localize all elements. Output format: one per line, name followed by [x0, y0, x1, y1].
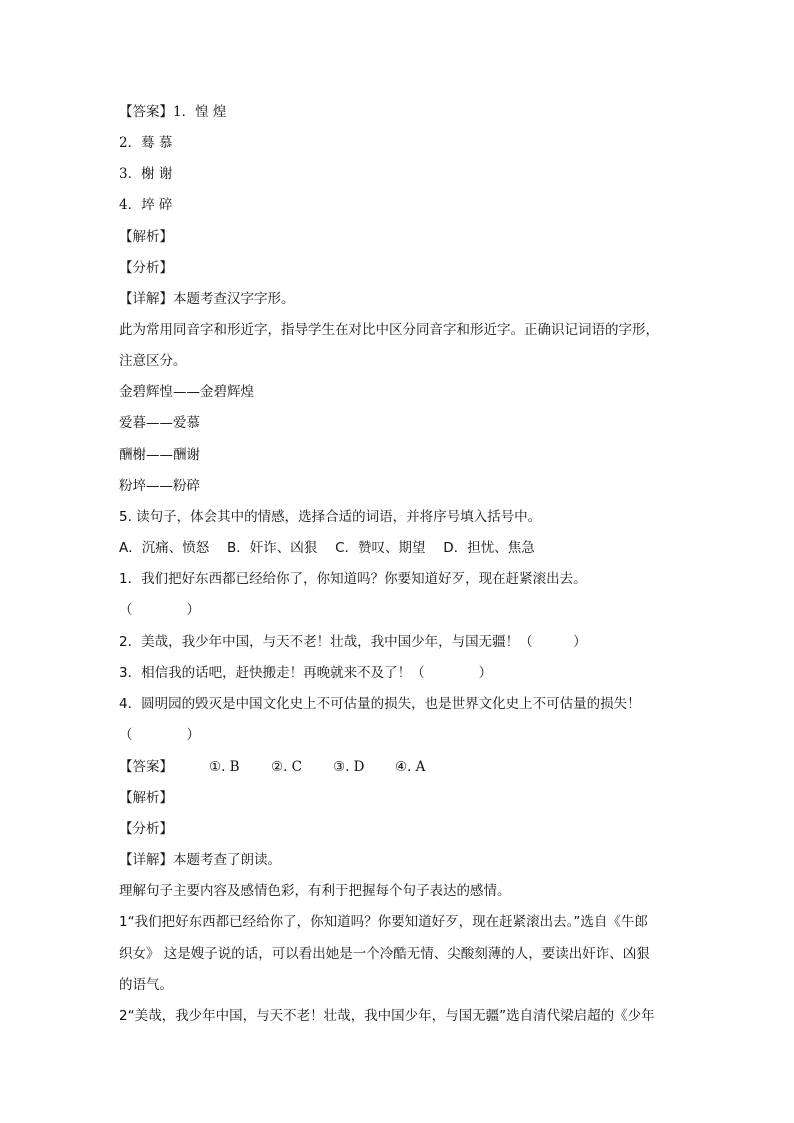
jiexi-heading: 【解析】 — [119, 790, 173, 806]
sentence-4: 4．圆明园的毁灭是中国文化史上不可估量的损失，也是世界文化史上不可估量的损失！ — [119, 696, 641, 712]
explanation-paragraph-line-1: 此为常用同音字和形近字，指导学生在对比中区分同音字和形近字。正确识记词语的字形， — [119, 322, 659, 338]
answer-item-4: 4．埣 碎 — [119, 197, 173, 213]
explanation-paragraph-3-line-1: 2“美哉，我少年中国，与天不老！壮哉，我中国少年，与国无疆”选自清代梁启超的《少年 — [119, 1008, 655, 1024]
sentence-2: 2．美哉，我少年中国，与天不老！壮哉，我中国少年，与国无疆！（ ） — [119, 634, 587, 650]
answer-line-1 — [119, 103, 679, 121]
answer-choice-3: ③. D — [333, 759, 365, 775]
jiexi-heading: 【解析】 — [119, 229, 173, 245]
answer-item-2: 2．蓦 慕 — [119, 135, 173, 151]
answer-choice-4: ④. A — [395, 759, 426, 775]
correction-pair-3: 酬榭——酬谢 — [119, 447, 200, 463]
answer-choice-2: ②. C — [271, 759, 303, 775]
answer-item-1: 1．惶 煌 — [173, 104, 227, 120]
xiangjie-text: 本题考查了朗读。 — [173, 852, 281, 868]
answer-label: 【答案】 — [119, 104, 173, 120]
answer-choice-1: ①. B — [209, 759, 240, 775]
explanation-paragraph-line-2: 注意区分。 — [119, 353, 187, 369]
answer-label: 【答案】 — [119, 759, 173, 775]
answer-item-3: 3．榭 谢 — [119, 166, 173, 182]
question-5-options: A．沉痛、愤怒 B．奸诈、凶狠 C．赞叹、期望 D．担忧、焦急 — [119, 540, 535, 556]
xiangjie-text: 本题考查汉字字形。 — [173, 291, 295, 307]
sentence-1-blank: （ ） — [119, 602, 200, 618]
xiangjie-line — [119, 290, 679, 308]
correction-pair-4: 粉埣——粉碎 — [119, 478, 200, 494]
sentence-3: 3．相信我的话吧，赶快搬走！再晚就来不及了！（ ） — [119, 665, 493, 681]
explanation-paragraph-2-line-2: 织女》 这是嫂子说的话，可以看出她是一个冷酷无情、尖酸刻薄的人，要读出奸诈、凶狠 — [119, 946, 650, 962]
fenxi-heading: 【分析】 — [119, 821, 173, 837]
correction-pair-1: 金碧辉惶——金碧辉煌 — [119, 384, 254, 400]
explanation-paragraph-1: 理解句子主要内容及感情色彩，有利于把握每个句子表达的感情。 — [119, 883, 511, 899]
fenxi-heading: 【分析】 — [119, 260, 173, 276]
question-5-stem: 5. 读句子，体会其中的情感，选择合适的词语，并将序号填入括号中。 — [119, 509, 542, 525]
explanation-paragraph-2-line-3: 的语气。 — [119, 977, 173, 993]
xiangjie-line — [119, 851, 679, 869]
xiangjie-label: 【详解】 — [119, 852, 173, 868]
answer-line-2 — [119, 758, 679, 776]
explanation-paragraph-2-line-1: 1“我们把好东西都已经给你了，你知道吗？你要知道好歹，现在赶紧滚出去。”选自《牛郎 — [119, 914, 648, 930]
sentence-4-blank: （ ） — [119, 727, 200, 743]
xiangjie-label: 【详解】 — [119, 291, 173, 307]
sentence-1: 1．我们把好东西都已经给你了，你知道吗？你要知道好歹，现在赶紧滚出去。 — [119, 571, 587, 587]
correction-pair-2: 爱暮——爱慕 — [119, 415, 200, 431]
